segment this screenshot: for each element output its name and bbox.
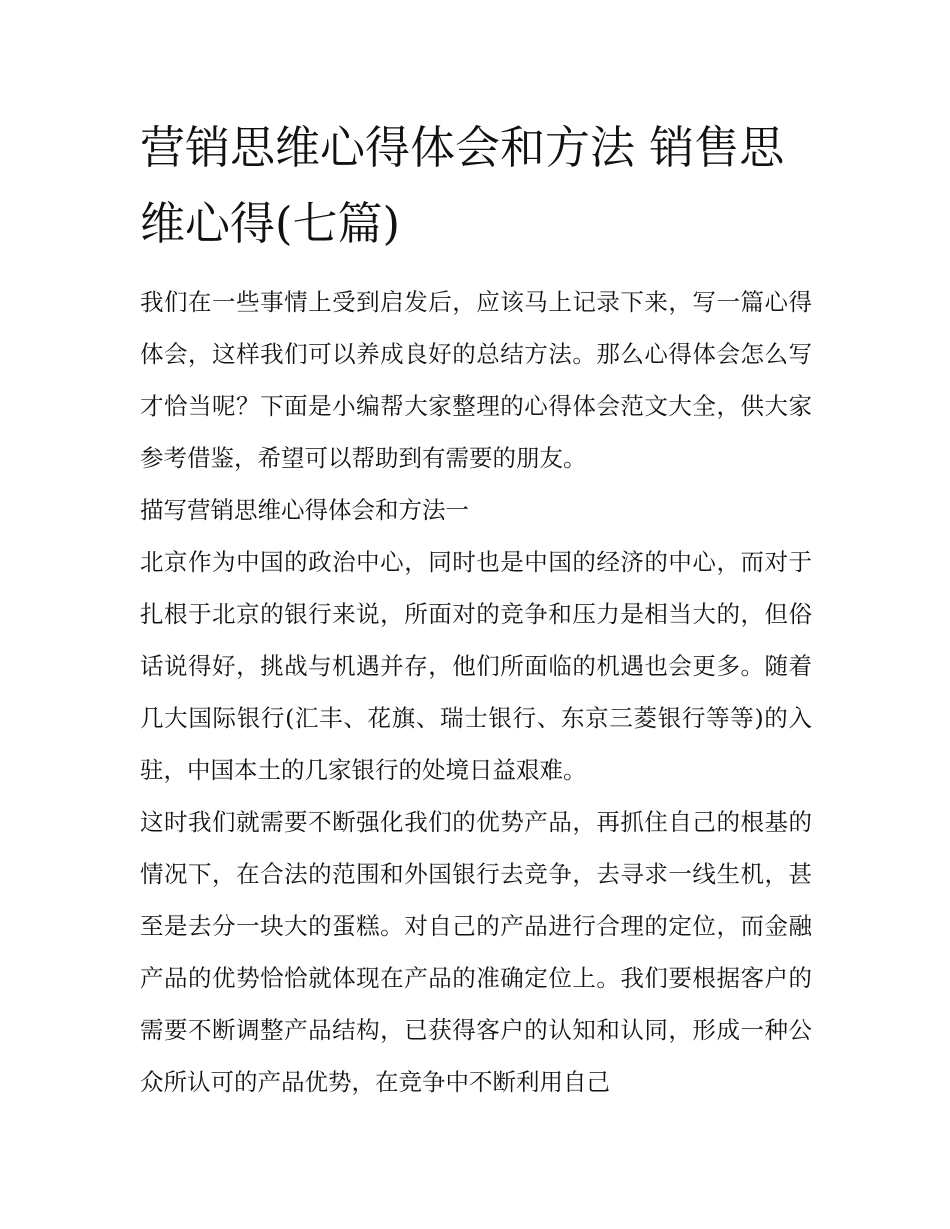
document-body [140,276,812,1108]
document-title: 营销思维心得体会和方法 销售思维心得(七篇) [140,121,785,250]
document-page [140,110,812,1108]
section-heading: 描写营销思维心得体会和方法一 [140,496,469,524]
body-paragraph-2: 这时我们就需要不断强化我们的优势产品，再抓住自己的根基的情况下，在合法的范围和外国银行去竞争，去寻求一线生机，甚至是去分一块大的蛋糕。对自己的产品进行合理的定位，而金融产品的优势恰恰就体现在产品的准确定位上。我们要根据客户的需要不断调整产品结构，已获得客户的认知和认同，形成一种公众所认可的产品优势，在竞争中不断利用自己 [140,808,812,1096]
intro-paragraph: 我们在一些事情上受到启发后，应该马上记录下来，写一篇心得体会，这样我们可以养成良好的总结方法。那么心得体会怎么写才恰当呢？下面是小编帮大家整理的心得体会范文大全，供大家参考借鉴，希望可以帮助到有需要的朋友。 [140,288,812,472]
body-paragraph-1: 北京作为中国的政治中心，同时也是中国的经济的中心，而对于扎根于北京的银行来说，所面对的竞争和压力是相当大的，但俗话说得好，挑战与机遇并存，他们所面临的机遇也会更多。随着几大国际银行(汇丰、花旗、瑞士银行、东京三菱银行等等)的入驻，中国本土的几家银行的处境日益艰难。 [140,548,812,784]
